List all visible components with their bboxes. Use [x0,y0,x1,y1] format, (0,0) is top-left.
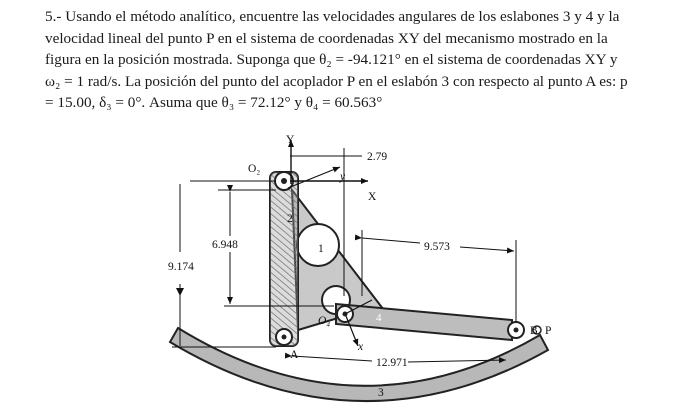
problem-line-2: velocidad lineal del punto P en el sistema de coordenadas XY del mecanismo mostrado en la [45,29,608,47]
link-4-bar [336,304,512,340]
pivot-o4-label: O₄ [318,315,331,327]
axis-y-label: Y [286,134,295,146]
link-1-label: 1 [318,243,324,255]
local-y-label: y [340,171,346,183]
problem-line-1: 5.- Usando el método analítico, encuentre las velocidades angulares de los eslabones 3 y 4 y la [45,8,620,25]
pivot-o2-label: O₂ [248,163,261,175]
dimension-9-573: 9.573 [424,241,450,253]
problem-line-3: figura en la posición mostrada. Suponga que θ₂ = -94.121° en el sistema de coordenadas XY y [45,51,618,68]
dimension-9-174: 9.174 [168,261,194,273]
point-p-label: P [545,325,552,337]
point-b-label: B [530,325,538,337]
link-3-label: 3 [378,387,384,399]
dimension-2-79: 2.79 [367,151,388,163]
link-2-label: 2 [287,213,293,225]
dimension-12-971: 12.971 [376,357,408,369]
point-a-label: A [290,349,299,361]
problem-line-4: ω₂ = 1 rad/s. La posición del punto del acoplador P en el eslabón 3 con respecto al punto A es: p [45,72,628,90]
axis-x-label: X [368,191,377,203]
problem-line-5: = 15.00, δ₃ = 0°. Asuma que θ₃ = 72.12° y θ₄ = 60.563° [45,94,383,111]
link-4-label: 4 [376,312,382,324]
local-x-label: x [358,341,364,353]
dimension-6-948: 6.948 [212,239,238,251]
